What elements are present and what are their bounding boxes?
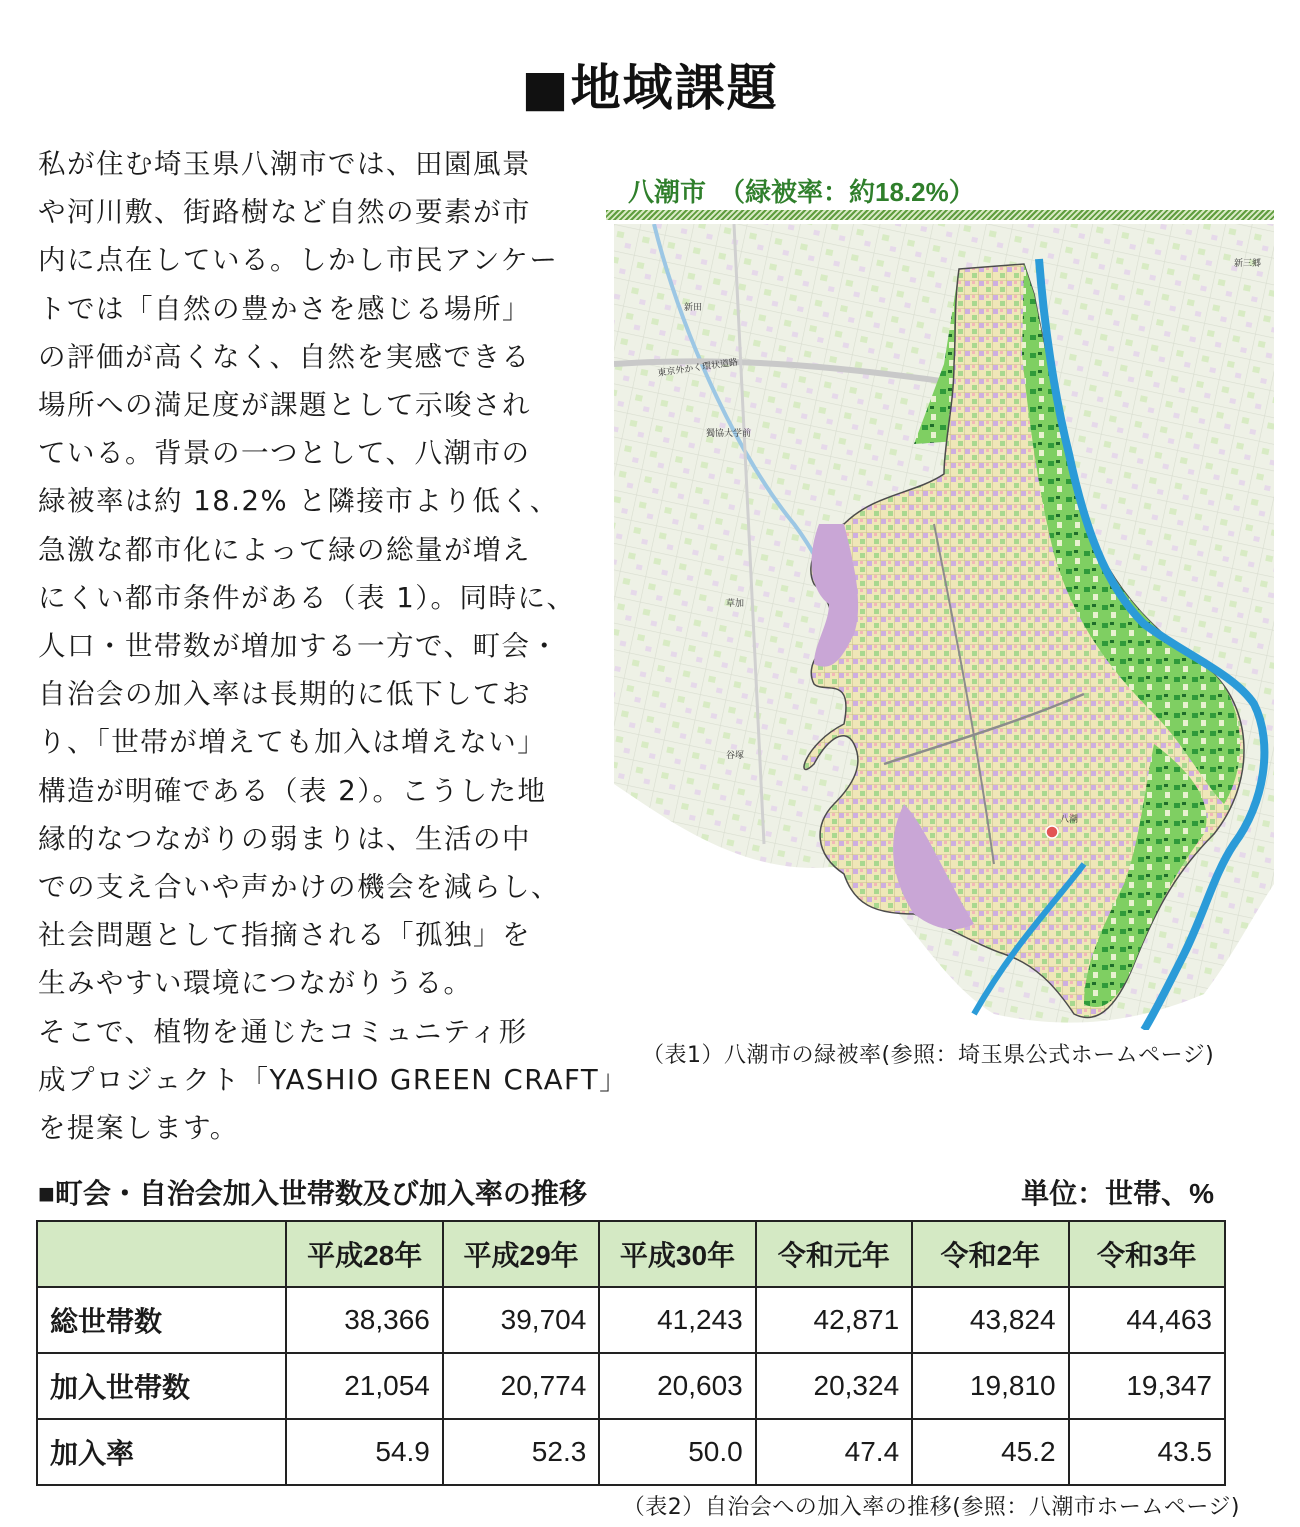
table-cell: 20,774 [443, 1353, 599, 1419]
body-line: 内に点在している。しかし市民アンケー [38, 244, 559, 277]
table-cell: 44,463 [1069, 1287, 1225, 1353]
table-heading: ■町会・自治会加入世帯数及び加入率の推移 [38, 1178, 587, 1209]
body-line: の評価が高くなく、自然を実感できる [38, 340, 531, 373]
row-label: 総世帯数 [37, 1287, 286, 1353]
green-coverage-map [614, 224, 1274, 1030]
table-row-member-households [37, 1353, 1225, 1419]
table-header-row [37, 1221, 1225, 1287]
column-header: 令和2年 [912, 1221, 1068, 1287]
table-cell: 21,054 [286, 1353, 442, 1419]
table-cell: 20,603 [599, 1353, 755, 1419]
body-line: トでは「自然の豊かさを感じる場所」 [38, 292, 531, 325]
table-cell: 20,324 [756, 1353, 912, 1419]
body-line: での支え合いや声かけの機会を減らし、 [38, 871, 560, 904]
body-line: そこで、植物を通じたコミュニティ形 [38, 1015, 528, 1048]
body-line: や河川敷、街路樹など自然の要素が市 [38, 196, 531, 229]
table-cell: 54.9 [286, 1419, 442, 1485]
map-title: 八潮市 （緑被率：約18.2%） [628, 177, 975, 207]
table-cell: 47.4 [756, 1419, 912, 1485]
map-label-ring-road: 東京外かく環状道路 [657, 357, 739, 379]
table-unit: 単位：世帯、% [1021, 1178, 1214, 1209]
table-row-membership-rate [37, 1419, 1225, 1485]
table-cell: 19,810 [912, 1353, 1068, 1419]
body-line: り、「世帯が増えても加入は増えない」 [38, 726, 547, 759]
map-label-shinmisato: 新三郷 [1234, 259, 1262, 269]
column-header: 平成28年 [286, 1221, 442, 1287]
station-marker [1046, 826, 1058, 838]
body-line: にくい都市条件がある（表 1）。同時に、 [38, 581, 576, 614]
body-line: を提案します。 [38, 1112, 239, 1145]
table-caption: （表2）自治会への加入率の推移(参照：八潮市ホームページ) [622, 1495, 1240, 1520]
table-cell: 42,871 [756, 1287, 912, 1353]
table-corner-cell [37, 1221, 286, 1287]
body-text [38, 140, 629, 1152]
table-cell: 50.0 [599, 1419, 755, 1485]
body-line: 縁的なつながりの弱まりは、生活の中 [38, 822, 531, 855]
map-label-yashio: 八潮 [1060, 815, 1079, 825]
body-line: 自治会の加入率は長期的に低下してお [38, 678, 531, 711]
body-line: 緑被率は約 18.2% と隣接市より低く、 [38, 485, 559, 518]
table-cell: 43.5 [1069, 1419, 1225, 1485]
body-line: 場所への満足度が課題として示唆され [38, 389, 531, 422]
column-header: 平成29年 [443, 1221, 599, 1287]
map-label-soka: 草加 [726, 599, 745, 609]
row-label: 加入世帯数 [37, 1353, 286, 1419]
body-line: 成プロジェクト「YASHIO GREEN CRAFT」 [38, 1063, 629, 1096]
table-cell: 41,243 [599, 1287, 755, 1353]
page-title: ■地域課題 [521, 58, 779, 117]
table-cell: 45.2 [912, 1419, 1068, 1485]
column-header: 令和3年 [1069, 1221, 1225, 1287]
body-line: 社会問題として指摘される「孤独」を [38, 919, 531, 952]
map-label-yatsuka: 谷塚 [726, 751, 745, 761]
table-cell: 19,347 [1069, 1353, 1225, 1419]
column-header: 令和元年 [756, 1221, 912, 1287]
map-label-dokkyo: 獨協大学前 [706, 429, 752, 439]
table-cell: 39,704 [443, 1287, 599, 1353]
row-label: 加入率 [37, 1419, 286, 1485]
body-line: 生みやすい環境につながりうる。 [38, 967, 473, 1000]
membership-table [36, 1220, 1226, 1486]
body-line: ている。背景の一つとして、八潮市の [38, 437, 531, 470]
table-row-total-households [37, 1287, 1225, 1353]
map-label-shinden: 新田 [684, 303, 703, 313]
table-cell: 52.3 [443, 1419, 599, 1485]
body-line: 急激な都市化によって緑の総量が増え [38, 533, 531, 566]
body-line: 構造が明確である（表 2）。こうした地 [38, 774, 547, 807]
column-header: 平成30年 [599, 1221, 755, 1287]
table-cell: 43,824 [912, 1287, 1068, 1353]
table-cell: 38,366 [286, 1287, 442, 1353]
body-line: 人口・世帯数が増加する一方で、町会・ [38, 630, 560, 663]
map-title-rule [606, 210, 1274, 220]
body-line: 私が住む埼玉県八潮市では、田園風景 [38, 148, 531, 180]
map-image [614, 224, 1274, 1030]
map-caption: （表1）八潮市の緑被率(参照：埼玉県公式ホームページ) [642, 1043, 1215, 1068]
